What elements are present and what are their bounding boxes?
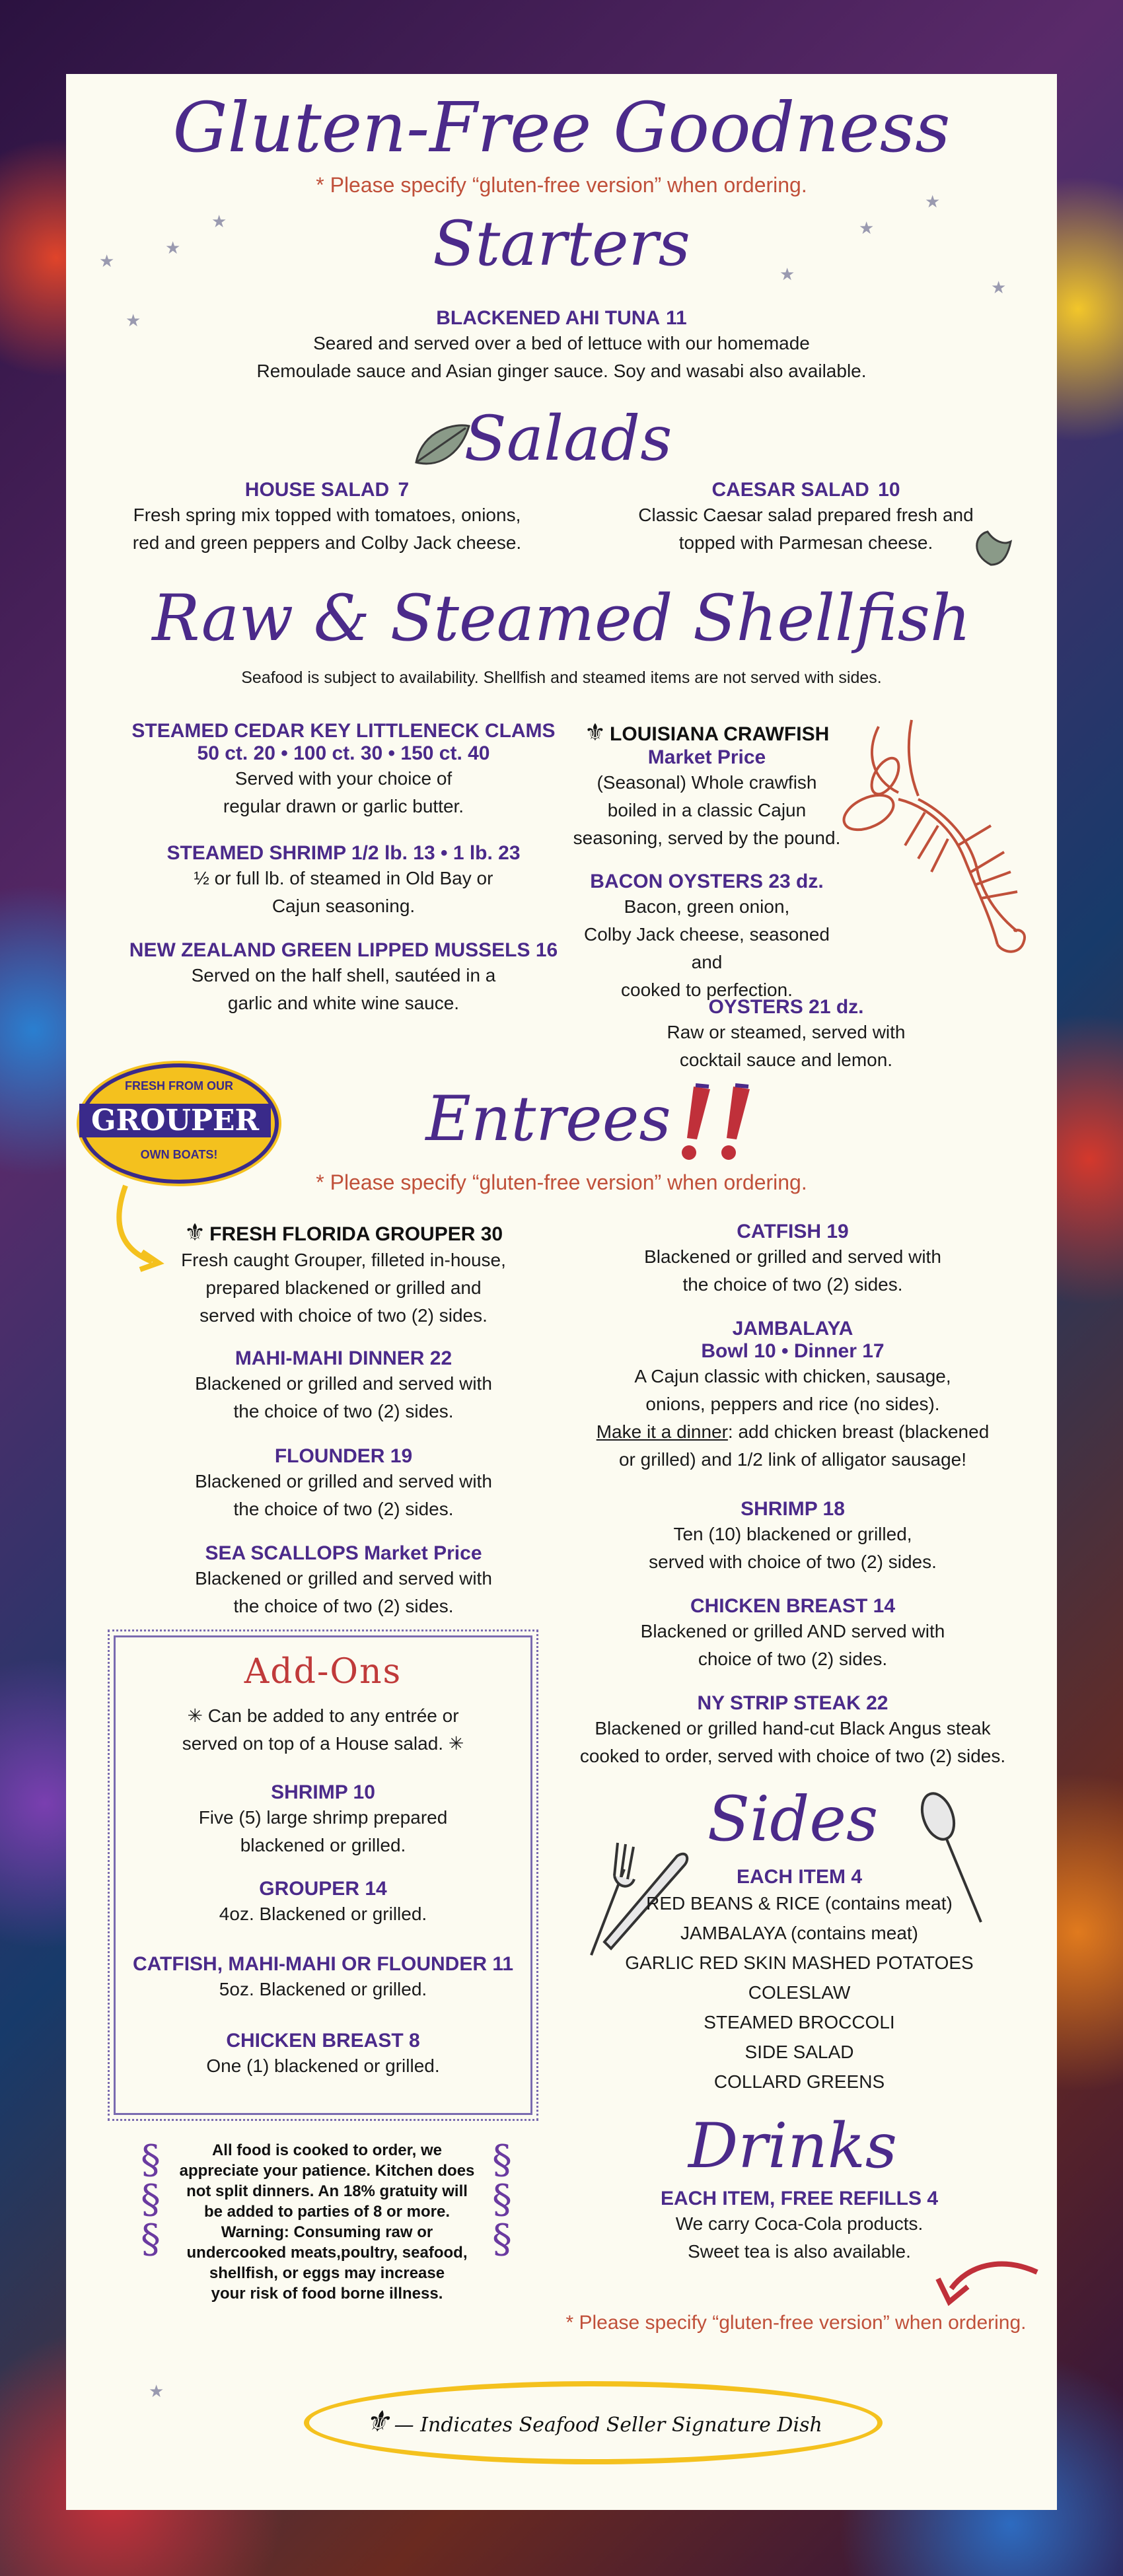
item-desc: A Cajun classic with chicken, sausage, [634,1366,951,1386]
menu-item [112,1542,575,1620]
menu-item [568,719,846,852]
item-name: FRESH FLORIDA GROUPER 30 [209,1223,503,1245]
exclamation-icon [670,1080,770,1166]
gluten-free-note: * Please specify “gluten-free version” when ordering. [316,1170,807,1194]
item-desc: One (1) blackened or grilled. [206,2056,440,2076]
item-name: MAHI-MAHI DINNER 22 [235,1347,453,1369]
badge-main-text: GROUPER [79,1104,271,1137]
sides-price: EACH ITEM 4 [736,1866,863,1888]
item-desc: the choice of two (2) sides. [233,1499,454,1519]
shellfish-title: Raw & Steamed Shellfish [152,581,971,655]
item-desc: 5oz. Blackened or grilled. [219,1979,427,1999]
menu-item [562,1318,1024,1474]
item-name: BACON OYSTERS 23 dz. [590,871,824,892]
item-desc: Blackened or grilled and served with [195,1568,492,1589]
item-name: CHICKEN BREAST 8 [226,2030,420,2052]
item-desc: served with choice of two (2) sides. [199,1305,488,1326]
item-desc: ½ or full lb. of steamed in Old Bay or [194,868,493,888]
item-name: OYSTERS 21 dz. [708,996,864,1018]
item-desc: onions, peppers and rice (no sides). [645,1394,940,1414]
addons-note: ✳ Can be added to any entrée or [187,1705,459,1726]
item-desc: Classic Caesar salad prepared fresh and [638,505,974,525]
item-name: NY STRIP STEAK 22 [697,1692,888,1714]
disclaimer-line: All food is cooked to order, we [211,2141,443,2159]
menu-item [112,842,575,920]
disclaimer-line: appreciate your patience. Kitchen does [179,2162,475,2180]
item-desc: Colby Jack cheese, seasoned and [584,924,830,972]
sides-list [595,1866,1004,2096]
gluten-free-note: * Please specify “gluten-free version” when ordering. [316,173,807,197]
item-price: Market Price [647,746,766,768]
item-name: BLACKENED AHI TUNA [436,307,661,329]
item-desc: Blackened or grilled AND served with [640,1621,945,1641]
disclaimer-line: your risk of food borne illness. [211,2285,443,2303]
entrees-title: Entrees [425,1083,671,1155]
fleur-de-lis-icon: ⚜ [364,2405,390,2439]
item-desc: Bacon, green onion, [624,896,790,917]
item-desc: served with choice of two (2) sides. [649,1552,937,1572]
grouper-badge [79,1063,279,1184]
menu-item [621,996,951,1074]
badge-top-text: FRESH FROM OUR [125,1079,233,1092]
shellfish-note: Seafood is subject to availability. Shellfish and steamed items are not served with sides. [241,668,882,687]
addons-box [114,1635,532,2115]
menu-item [112,1347,575,1425]
item-desc: prepared blackened or grilled and [205,1277,482,1298]
item-desc: topped with Parmesan cheese. [678,532,933,553]
side-item: COLESLAW [748,1982,851,2003]
menu-item [562,1595,1024,1673]
side-item: STEAMED BROCCOLI [704,2012,895,2032]
star-icon: ★ [925,192,941,211]
sides-title: Sides [707,1783,879,1855]
item-desc: the choice of two (2) sides. [233,1596,454,1616]
menu-item [112,939,575,1017]
item-name: STEAMED SHRIMP 1/2 lb. 13 • 1 lb. 23 [166,842,521,864]
item-desc: Raw or steamed, served with [667,1022,906,1042]
item-desc: cooked to perfection. [621,980,793,1000]
menu-item [116,2030,530,2080]
item-price: Bowl 10 • Dinner 17 [701,1340,885,1362]
item-desc: cocktail sauce and lemon. [679,1050,893,1070]
item-desc: Fresh caught Grouper, filleted in-house, [181,1250,506,1270]
item-name: CATFISH 19 [737,1221,849,1242]
item-desc: the choice of two (2) sides. [233,1401,454,1421]
star-icon: ★ [779,264,795,284]
menu-item [568,871,846,1004]
star-icon: ★ [149,2381,164,2401]
menu-item [66,307,1057,385]
item-name: NEW ZEALAND GREEN LIPPED MUSSELS 16 [129,939,558,961]
disclaimer-line: shellfish, or eggs may increase [209,2264,445,2282]
curved-arrow-icon [928,2252,1047,2312]
menu-item [562,1498,1024,1576]
star-icon: ★ [126,310,141,330]
item-price: 10 [878,479,900,501]
item-desc: or grilled) and 1/2 link of alligator sausage! [618,1449,967,1470]
item-name: CATFISH, MAHI-MAHI OR FLOUNDER 11 [132,1953,514,1975]
drinks-price: EACH ITEM, FREE REFILLS 4 [660,2188,939,2209]
fleur-de-lis-icon: ⚜ [584,719,606,746]
fleur-de-lis-icon: ⚜ [184,1219,206,1246]
item-price: 50 ct. 20 • 100 ct. 30 • 150 ct. 40 [197,742,490,764]
item-name: LOUISIANA CRAWFISH [610,723,830,745]
menu-item [542,1692,1044,1770]
item-desc: Seared and served over a bed of lettuce with our homemade [313,333,810,353]
swirl-ornament: § § § [492,2137,512,2262]
crawfish-icon [839,713,1037,964]
item-name: CAESAR SALAD [711,479,869,501]
disclaimer-line: not split dinners. An 18% gratuity will [186,2182,468,2200]
item-desc: regular drawn or garlic butter. [223,796,464,816]
item-desc: blackened or grilled. [240,1835,406,1855]
menu-item [112,1445,575,1523]
disclaimer-line: Warning: Consuming raw or [221,2223,433,2241]
item-name: HOUSE SALAD [244,479,390,501]
menu-item [595,479,1017,557]
item-desc: seasoning, served by the pound. [573,828,841,848]
item-desc: boiled in a classic Cajun [607,800,807,820]
item-name: FLOUNDER 19 [274,1445,413,1467]
item-name: JAMBALAYA [732,1318,853,1340]
side-item: GARLIC RED SKIN MASHED POTATOES [625,1952,974,1973]
item-name: SEA SCALLOPS Market Price [205,1542,482,1564]
addons-note: served on top of a House salad. ✳ [182,1733,464,1754]
item-name: CHICKEN BREAST 14 [690,1595,896,1617]
swirl-ornament: § § § [141,2137,161,2262]
legend-text: — Indicates Seafood Seller Signature Dish [394,2414,822,2437]
menu-item [562,1221,1024,1299]
star-icon: ★ [165,238,181,258]
item-desc: Served with your choice of [235,768,453,789]
item-desc: cooked to order, served with choice of two (2) sides. [579,1746,1006,1766]
item-price: 11 [666,307,687,329]
gluten-free-note: * Please specify “gluten-free version” when ordering. [565,2312,1027,2334]
drinks-title: Drinks [688,2110,898,2182]
menu-item [116,1953,530,2003]
item-desc: Blackened or grilled hand-cut Black Angus steak [595,1718,991,1738]
item-desc: Ten (10) blackened or grilled, [673,1524,912,1544]
side-item: COLLARD GREENS [713,2071,885,2092]
salads-title: Salads [464,403,672,475]
item-name: SHRIMP 18 [741,1498,845,1520]
dinner-label: Make it a dinner [596,1421,728,1442]
drinks-desc: Sweet tea is also available. [688,2241,911,2262]
side-item: SIDE SALAD [744,2042,854,2062]
page-title: Gluten-Free Goodness [172,87,951,168]
star-icon: ★ [99,251,115,271]
item-name: GROUPER 14 [259,1878,387,1900]
item-desc: choice of two (2) sides. [698,1649,888,1669]
legend-row [309,2405,877,2439]
side-item: JAMBALAYA (contains meat) [680,1923,918,1943]
item-desc: Fresh spring mix topped with tomatoes, onions, [133,505,521,525]
legend [304,2381,883,2464]
star-icon: ★ [211,211,227,231]
menu-item [112,720,575,820]
menu-item [116,1878,530,1928]
disclaimer [165,2140,489,2304]
item-desc: garlic and white wine sauce. [227,993,460,1013]
item-desc: : add chicken breast (blackened [727,1421,990,1442]
item-desc: (Seasonal) Whole crawfish [597,772,817,793]
menu-item [116,1781,530,1859]
item-desc: Remoulade sauce and Asian ginger sauce. Soy and wasabi also available. [256,361,867,381]
disclaimer-line: be added to parties of 8 or more. [203,2203,451,2221]
item-desc: Five (5) large shrimp prepared [198,1807,448,1828]
item-desc: Cajun seasoning. [272,896,416,916]
starters-title: Starters [433,208,690,280]
item-desc: red and green peppers and Colby Jack cheese. [132,532,522,553]
star-icon: ★ [859,218,875,238]
item-desc: Blackened or grilled and served with [644,1246,941,1267]
item-desc: 4oz. Blackened or grilled. [219,1904,427,1924]
star-icon: ★ [991,277,1007,297]
item-desc: the choice of two (2) sides. [682,1274,903,1295]
side-item: RED BEANS & RICE (contains meat) [646,1893,953,1914]
item-name: SHRIMP 10 [271,1781,375,1803]
leaf-icon [968,528,1014,568]
item-desc: Served on the half shell, sautéed in a [191,965,496,985]
addons-title: Add-Ons [244,1652,402,1692]
menu-item [112,1219,575,1330]
item-name: STEAMED CEDAR KEY LITTLENECK CLAMS [131,720,556,742]
item-desc: Blackened or grilled and served with [195,1471,492,1491]
item-price: 7 [398,479,410,501]
badge-bottom-text: OWN BOATS! [140,1148,218,1161]
item-desc: Blackened or grilled and served with [195,1373,492,1394]
disclaimer-line: undercooked meats,poultry, seafood, [186,2244,468,2262]
drinks-desc: We carry Coca-Cola products. [675,2213,924,2234]
menu-item [99,479,555,557]
